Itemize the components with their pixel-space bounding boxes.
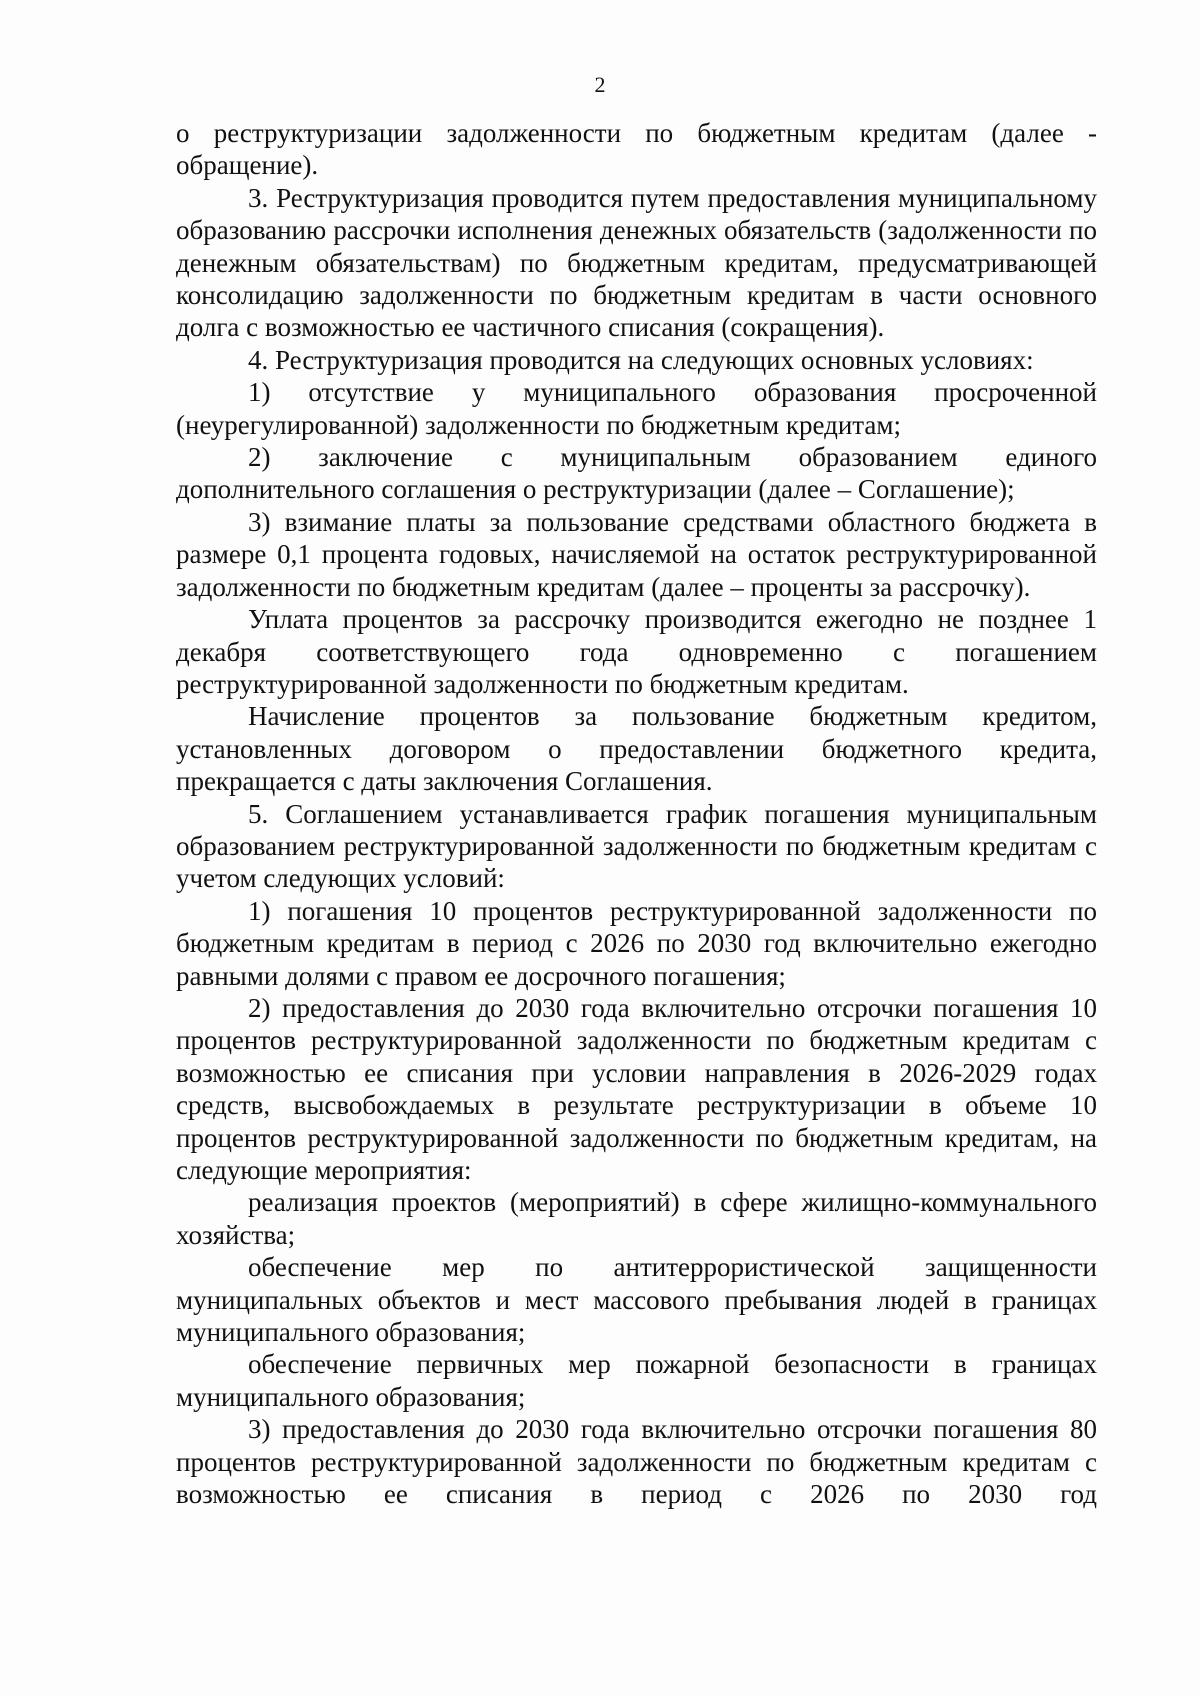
- paragraph-measure-fire-safety: обеспечение первичных мер пожарной безопасности в границах муниципального образования;: [176, 1349, 1097, 1412]
- paragraph-interest-accrual: Начисление процентов за пользование бюджетным кредитом, установленных договором о предоставлении бюджетного кредита, прекращается с даты заключения Соглашения.: [176, 701, 1097, 797]
- paragraph-interest-payment: Уплата процентов за рассрочку производится ежегодно не позднее 1 декабря соответствующего года одновременно с погашением реструктурированной задолженности по бюджетным кредитам.: [176, 604, 1097, 699]
- paragraph-schedule-2: 2) предоставления до 2030 года включительно отсрочки погашения 10 процентов реструктурированной задолженности по бюджетным кредитам с возможностью ее списания при условии направления в 2026-2029 годах средств, высвобождаемых в результате реструктуризации в объеме 10 процентов реструктурированной задолженности по бюджетным кредитам, на следующие мероприятия:: [176, 992, 1097, 1185]
- document-body: [176, 117, 1097, 1510]
- paragraph-condition-1: 1) отсутствие у муниципального образования просроченной (неурегулированной) задолженности по бюджетным кредитам;: [176, 377, 1097, 440]
- paragraph-item-3: 3. Реструктуризация проводится путем предоставления муниципальному образованию рассрочки исполнения денежных обязательств (задолженности по денежным обязательствам) по бюджетным кредитам, предусматривающей консолидацию задолженности по бюджетным кредитам в части основного долга с возможностью ее частичного списания (сокращения).: [176, 182, 1097, 343]
- paragraph-continuation: о реструктуризации задолженности по бюджетным кредитам (далее - обращение).: [176, 118, 1097, 181]
- paragraph-schedule-3: 3) предоставления до 2030 года включительно отсрочки погашения 80 процентов реструктурированной задолженности по бюджетным кредитам с возможностью ее списания в период с 2026 по 2030 год: [176, 1414, 1097, 1510]
- paragraph-condition-3: 3) взимание платы за пользование средствами областного бюджета в размере 0,1 процента годовых, начисляемой на остаток реструктурированной задолженности по бюджетным кредитам (далее – проценты за рассрочку).: [176, 506, 1097, 602]
- paragraph-measure-housing: реализация проектов (мероприятий) в сфере жилищно-коммунального хозяйства;: [176, 1187, 1097, 1250]
- paragraph-measure-antiterror: обеспечение мер по антитеррористической защищенности муниципальных объектов и мест массового пребывания людей в границах муниципального образования;: [176, 1252, 1097, 1348]
- page-number: 2: [594, 72, 606, 97]
- paragraph-schedule-1: 1) погашения 10 процентов реструктурированной задолженности по бюджетным кредитам в период с 2026 по 2030 год включительно ежегодно равными долями с правом ее досрочного погашения;: [176, 895, 1097, 991]
- paragraph-condition-2: 2) заключение с муниципальным образованием единого дополнительного соглашения о реструктуризации (далее – Соглашение);: [176, 442, 1097, 505]
- paragraph-item-5: 5. Соглашением устанавливается график погашения муниципальным образованием реструктурированной задолженности по бюджетным кредитам с учетом следующих условий:: [176, 798, 1097, 894]
- paragraph-item-4: 4. Реструктуризация проводится на следующих основных условиях:: [248, 344, 1034, 375]
